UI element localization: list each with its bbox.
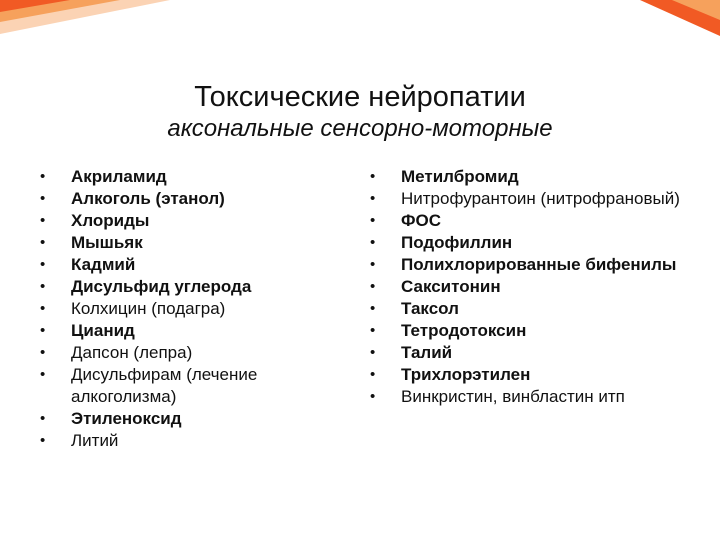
list-item [40,254,340,276]
list-item [40,276,340,298]
list-item-text: Дисульфирам (лечение алкоголизма) [71,365,258,406]
bullet-icon: • [370,278,376,295]
list-item-text: Колхицин (подагра) [71,299,226,318]
left-bullet-list [40,166,340,452]
bullet-icon: • [40,410,46,427]
list-item [370,364,710,386]
list-item-text: Тетродотоксин [401,321,527,340]
list-item [370,320,710,342]
list-item [370,166,710,188]
title-block [0,80,720,144]
list-item [40,364,340,408]
bullet-icon: • [370,168,376,185]
bullet-icon: • [40,190,46,207]
bullet-icon: • [40,300,46,317]
list-item [370,210,710,232]
bullet-icon: • [40,278,46,295]
list-item [40,342,340,364]
list-item-text: ФОС [401,211,442,230]
bullet-icon: • [370,256,376,273]
list-item-text: Талий [401,343,453,362]
list-item-text: Метилбромид [401,167,519,186]
bullet-icon: • [40,212,46,229]
list-item-text: Таксол [401,299,459,318]
bullet-icon: • [370,190,376,207]
list-item [370,232,710,254]
bullet-icon: • [370,212,376,229]
bullet-icon: • [40,168,46,185]
list-item-text: Нитрофурантоин (нитрофрановый) [401,189,680,208]
list-item-text: Полихлорированные бифенилы [401,255,677,274]
list-item [370,254,710,276]
right-bullet-list [370,166,710,408]
bullet-icon: • [40,234,46,251]
list-item [40,232,340,254]
list-item-text: Алкоголь (этанол) [71,189,225,208]
bullet-icon: • [40,432,46,449]
list-item-text: Хлориды [71,211,150,230]
list-item-text: Дапсон (лепра) [71,343,193,362]
list-item-text: Цианид [71,321,135,340]
bullet-icon: • [40,256,46,273]
bullet-icon: • [40,344,46,361]
list-item [40,298,340,320]
list-item-text: Дисульфид углерода [71,277,252,296]
list-item [370,298,710,320]
slide-title: Токсические нейропатии [194,81,526,113]
list-item [40,210,340,232]
list-item [370,386,710,408]
slide-subtitle: аксональные сенсорно-моторные [167,115,553,142]
list-item-text: Этиленоксид [71,409,182,428]
list-item [40,166,340,188]
list-item-text: Мышьяк [71,233,143,252]
list-item-text: Кадмий [71,255,136,274]
list-item-text: Литий [71,431,119,450]
list-item [370,276,710,298]
corner-decoration [0,0,720,60]
bullet-icon: • [370,344,376,361]
list-item-text: Подофиллин [401,233,513,252]
list-item [40,430,340,452]
list-item-text: Сакситонин [401,277,501,296]
bullet-icon: • [370,366,376,383]
list-item [40,320,340,342]
bullet-icon: • [370,388,376,405]
bullet-icon: • [370,234,376,251]
list-item-text: Винкристин, винбластин итп [401,387,625,406]
list-item [370,188,710,210]
list-item [40,408,340,430]
bullet-icon: • [370,322,376,339]
list-item [40,188,340,210]
list-item-text: Акриламид [71,167,167,186]
bullet-icon: • [40,322,46,339]
list-item [370,342,710,364]
list-item-text: Трихлорэтилен [401,365,531,384]
bullet-icon: • [40,366,46,383]
bullet-icon: • [370,300,376,317]
